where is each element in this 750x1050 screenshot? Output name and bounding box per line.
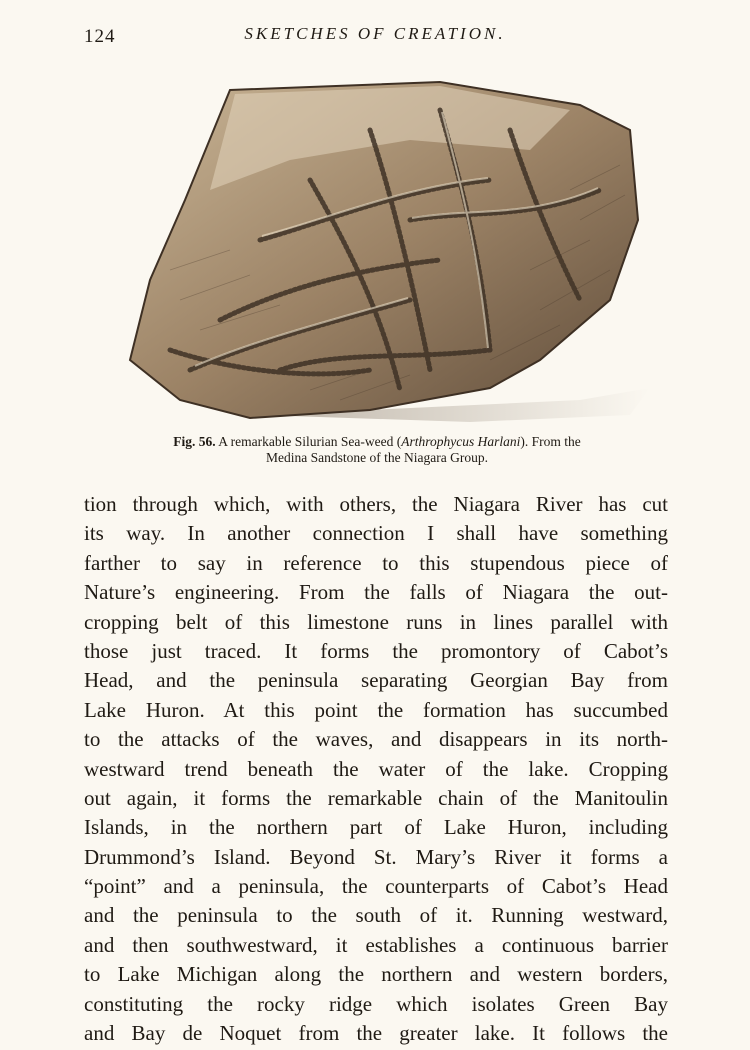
text-line: Islands, in the northern part of Lake Huron, including (84, 815, 668, 840)
text-line: and then southwestward, it establishes a continuous barrier (84, 932, 668, 957)
figure-caption (92, 434, 662, 466)
text-line: those just traced. It forms the promontory of Cabot’s (84, 638, 668, 663)
caption-text-post: ). From the (520, 434, 581, 449)
text-line: to the attacks of the waves, and disappears in its north- (84, 727, 668, 752)
text-line: to Lake Michigan along the northern and western borders, (84, 962, 668, 987)
text-line: out again, it forms the remarkable chain of the Manitoulin (84, 785, 668, 810)
body-text (84, 490, 668, 1048)
caption-line-2: Medina Sandstone of the Niagara Group. (266, 450, 488, 465)
running-head: SKETCHES OF CREATION. (244, 24, 506, 43)
text-line: cropping belt of this limestone runs in lines parallel with (84, 609, 668, 634)
fossil-seaweed-illustration (110, 70, 650, 430)
text-line: Lake Huron. At this point the formation has succumbed (84, 697, 668, 722)
caption-label: Fig. 56. (173, 434, 216, 449)
caption-species-name: Arthrophycus Harlani (401, 434, 521, 449)
text-line: and the peninsula to the south of it. Running westward, (84, 903, 668, 928)
text-line: Nature’s engineering. From the falls of Niagara the out- (84, 580, 668, 605)
text-line: westward trend beneath the water of the lake. Cropping (84, 756, 668, 781)
text-line: farther to say in reference to this stupendous piece of (84, 550, 668, 575)
text-line: Head, and the peninsula separating Georgian Bay from (84, 668, 668, 693)
text-line: tion through which, with others, the Niagara River has cut (84, 492, 668, 516)
text-line: “point” and a peninsula, the counterparts of Cabot’s Head (84, 874, 668, 899)
text-line: and Bay de Noquet from the greater lake. It follows the (84, 1021, 668, 1046)
text-line: Drummond’s Island. Beyond St. Mary’s River it forms a (84, 844, 668, 869)
text-line: constituting the rocky ridge which isolates Green Bay (84, 991, 668, 1016)
text-line: its way. In another connection I shall have something (84, 521, 668, 546)
page-number: 124 (84, 26, 116, 47)
caption-text-pre: A remarkable Silurian Sea-weed ( (215, 434, 402, 449)
